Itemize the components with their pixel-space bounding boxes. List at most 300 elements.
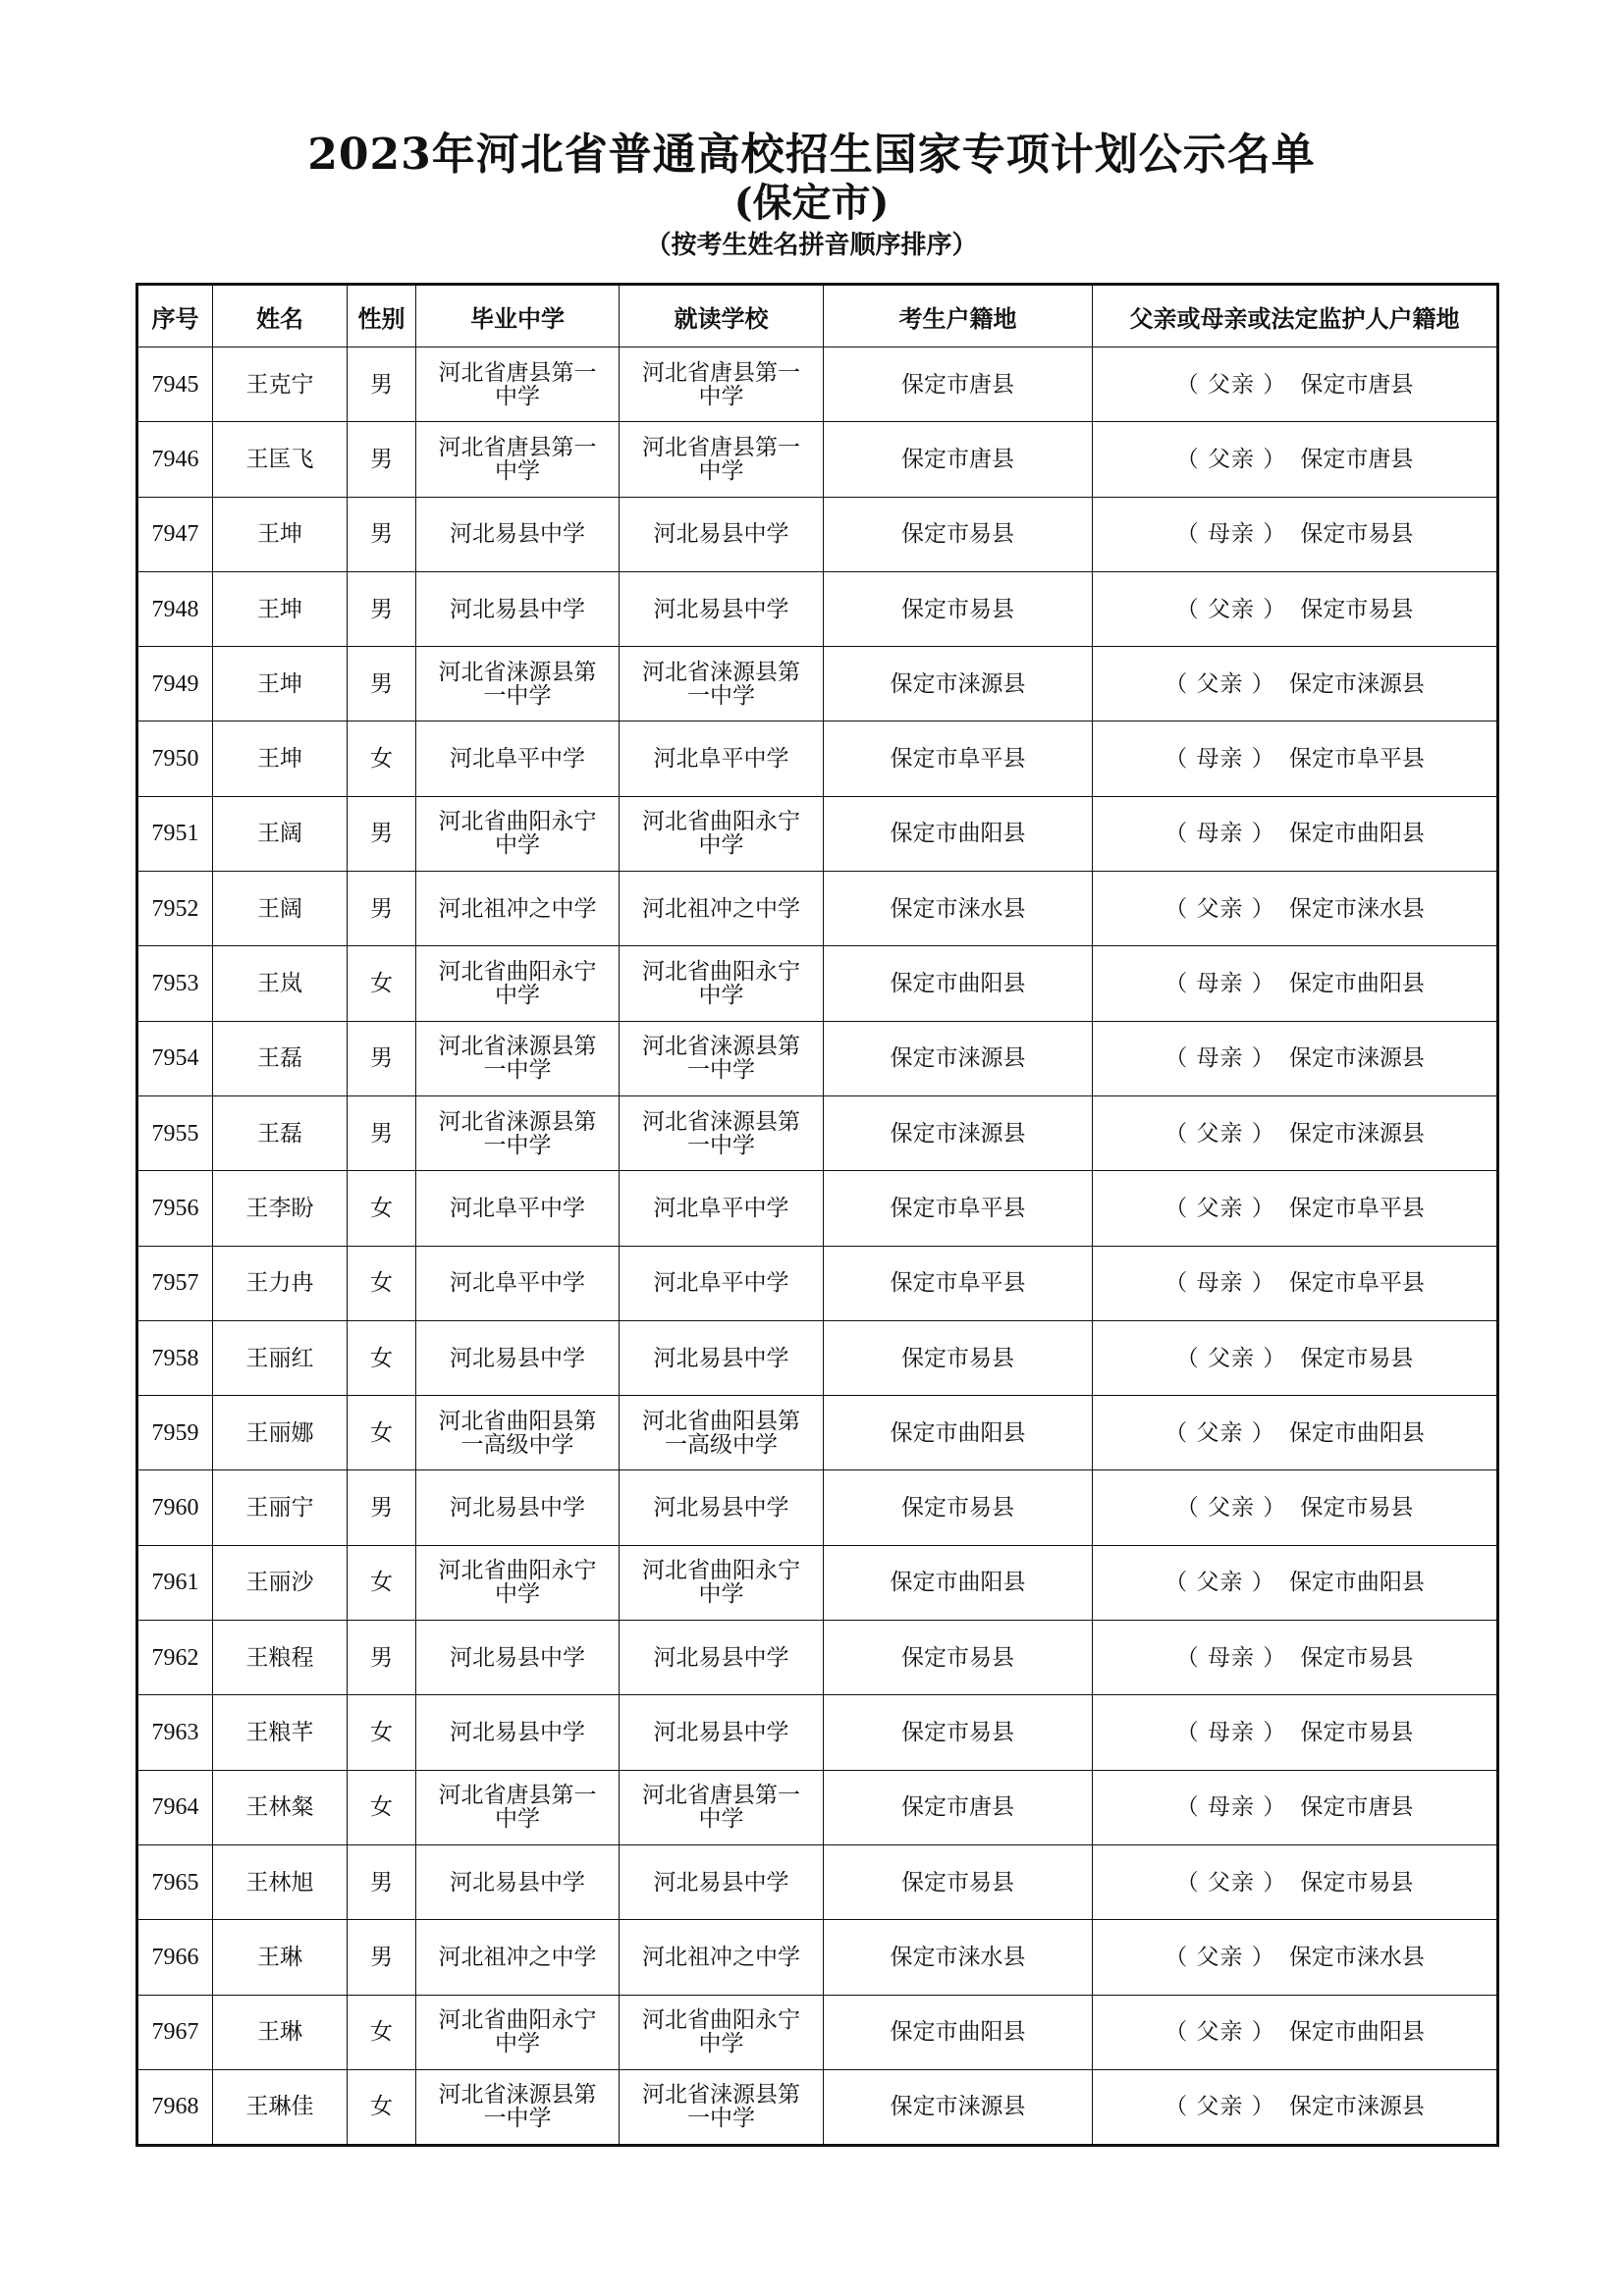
cell-no: 7962 xyxy=(137,1621,213,1695)
cell-gender: 女 xyxy=(348,1770,416,1844)
cell-grad-school-text: 河北省唐县第一中学 xyxy=(438,434,597,484)
column-header-name: 姓名 xyxy=(213,285,348,347)
cell-hukou: 保定市涞源县 xyxy=(824,1021,1093,1095)
cell-study-school xyxy=(620,872,824,946)
guardian-relation: （ 母亲 ） xyxy=(1164,1270,1275,1297)
cell-no: 7946 xyxy=(137,422,213,497)
cell-no: 7958 xyxy=(137,1320,213,1395)
document-header xyxy=(0,130,1623,263)
cell-grad-school-text: 河北阜平中学 xyxy=(450,1195,585,1221)
cell-study-school-text: 河北易县中学 xyxy=(653,1345,789,1371)
cell-hukou: 保定市唐县 xyxy=(824,422,1093,497)
cell-no: 7957 xyxy=(137,1246,213,1320)
cell-guardian-hukou xyxy=(1093,1396,1498,1470)
cell-grad-school-text: 河北省曲阳永宁中学 xyxy=(438,959,597,1009)
cell-grad-school-text: 河北省曲阳县第一高级中学 xyxy=(438,1408,597,1458)
roster-table-body xyxy=(137,347,1498,2146)
cell-study-school-text: 河北省唐县第一中学 xyxy=(642,359,800,409)
guardian-place: 保定市曲阳县 xyxy=(1288,1570,1425,1596)
cell-name: 王林粲 xyxy=(213,1770,348,1844)
cell-guardian-hukou xyxy=(1093,347,1498,422)
cell-no: 7949 xyxy=(137,647,213,721)
cell-name: 王磊 xyxy=(213,1021,348,1095)
cell-gender: 男 xyxy=(348,796,416,871)
cell-study-school xyxy=(620,1021,824,1095)
cell-gender: 女 xyxy=(348,2069,416,2145)
cell-gender: 男 xyxy=(348,872,416,946)
cell-grad-school xyxy=(416,1396,620,1470)
cell-study-school-text: 河北省涞源县第一中学 xyxy=(642,1108,800,1158)
cell-grad-school-text: 河北省曲阳永宁中学 xyxy=(438,1558,597,1608)
table-row xyxy=(137,1621,1498,1695)
table-row xyxy=(137,571,1498,646)
cell-study-school-text: 河北省涞源县第一中学 xyxy=(642,659,800,709)
cell-guardian-hukou xyxy=(1093,1770,1498,1844)
cell-gender: 女 xyxy=(348,1396,416,1470)
cell-no: 7956 xyxy=(137,1171,213,1246)
guardian-place: 保定市涞源县 xyxy=(1288,2094,1425,2120)
cell-study-school xyxy=(620,2069,824,2145)
cell-gender: 女 xyxy=(348,1320,416,1395)
cell-guardian-hukou xyxy=(1093,1920,1498,1995)
column-header-guardian-hukou: 父亲或母亲或法定监护人户籍地 xyxy=(1093,285,1498,347)
cell-study-school-text: 河北省唐县第一中学 xyxy=(642,434,800,484)
table-row xyxy=(137,1545,1498,1620)
cell-gender: 男 xyxy=(348,422,416,497)
table-row xyxy=(137,721,1498,796)
cell-study-school-text: 河北省曲阳县第一高级中学 xyxy=(642,1408,800,1458)
cell-hukou: 保定市易县 xyxy=(824,571,1093,646)
cell-name: 王力冉 xyxy=(213,1246,348,1320)
cell-no: 7961 xyxy=(137,1545,213,1620)
cell-grad-school-text: 河北省涞源县第一中学 xyxy=(438,1034,597,1084)
document-title: 2023年河北省普通高校招生国家专项计划公示名单 xyxy=(307,130,1316,180)
column-header-hukou: 考生户籍地 xyxy=(824,285,1093,347)
guardian-relation: （ 父亲 ） xyxy=(1164,1120,1275,1147)
guardian-place: 保定市唐县 xyxy=(1300,371,1414,398)
cell-guardian-hukou xyxy=(1093,497,1498,571)
cell-no: 7963 xyxy=(137,1695,213,1770)
cell-study-school-text: 河北阜平中学 xyxy=(653,1270,789,1297)
cell-study-school-text: 河北省曲阳永宁中学 xyxy=(642,1558,800,1608)
cell-study-school xyxy=(620,1396,824,1470)
cell-name: 王琳 xyxy=(213,1920,348,1995)
cell-gender: 女 xyxy=(348,1695,416,1770)
cell-grad-school-text: 河北祖冲之中学 xyxy=(438,1944,597,1970)
cell-guardian-hukou xyxy=(1093,1171,1498,1246)
cell-grad-school-text: 河北祖冲之中学 xyxy=(438,895,597,922)
sort-note: （按考生姓名拼音顺序排序） xyxy=(645,231,978,260)
cell-study-school-text: 河北易县中学 xyxy=(653,596,789,622)
cell-grad-school xyxy=(416,1545,620,1620)
guardian-place: 保定市曲阳县 xyxy=(1288,821,1425,847)
cell-grad-school-text: 河北省涞源县第一中学 xyxy=(438,659,597,709)
cell-study-school-text: 河北祖冲之中学 xyxy=(642,895,800,922)
cell-grad-school-text: 河北易县中学 xyxy=(450,1644,585,1671)
cell-study-school xyxy=(620,721,824,796)
cell-name: 王匡飞 xyxy=(213,422,348,497)
cell-name: 王李盼 xyxy=(213,1171,348,1246)
cell-hukou: 保定市易县 xyxy=(824,1695,1093,1770)
cell-no: 7959 xyxy=(137,1396,213,1470)
guardian-place: 保定市阜平县 xyxy=(1288,746,1425,773)
cell-study-school xyxy=(620,1621,824,1695)
cell-gender: 男 xyxy=(348,1621,416,1695)
cell-hukou: 保定市阜平县 xyxy=(824,1246,1093,1320)
cell-hukou: 保定市易县 xyxy=(824,1470,1093,1545)
cell-hukou: 保定市涞源县 xyxy=(824,2069,1093,2145)
guardian-relation: （ 父亲 ） xyxy=(1175,1869,1287,1896)
cell-name: 王坤 xyxy=(213,721,348,796)
cell-hukou: 保定市曲阳县 xyxy=(824,796,1093,871)
cell-study-school xyxy=(620,1770,824,1844)
cell-hukou: 保定市阜平县 xyxy=(824,721,1093,796)
cell-grad-school xyxy=(416,1171,620,1246)
cell-gender: 女 xyxy=(348,1246,416,1320)
cell-grad-school xyxy=(416,721,620,796)
cell-study-school-text: 河北祖冲之中学 xyxy=(642,1944,800,1970)
guardian-relation: （ 父亲 ） xyxy=(1164,1419,1275,1446)
guardian-place: 保定市唐县 xyxy=(1300,1794,1414,1821)
cell-gender: 男 xyxy=(348,1920,416,1995)
table-row xyxy=(137,1021,1498,1095)
cell-no: 7948 xyxy=(137,571,213,646)
cell-grad-school xyxy=(416,1695,620,1770)
cell-grad-school xyxy=(416,1621,620,1695)
cell-grad-school-text: 河北省涞源县第一中学 xyxy=(438,1108,597,1158)
cell-hukou: 保定市唐县 xyxy=(824,1770,1093,1844)
cell-study-school-text: 河北易县中学 xyxy=(653,521,789,548)
cell-no: 7952 xyxy=(137,872,213,946)
document-city: (保定市) xyxy=(733,180,890,226)
guardian-relation: （ 父亲 ） xyxy=(1164,2019,1275,2046)
cell-study-school xyxy=(620,422,824,497)
cell-name: 王琳佳 xyxy=(213,2069,348,2145)
cell-gender: 男 xyxy=(348,571,416,646)
cell-study-school xyxy=(620,1844,824,1919)
guardian-relation: （ 父亲 ） xyxy=(1164,1944,1275,1970)
cell-guardian-hukou xyxy=(1093,1470,1498,1545)
cell-study-school xyxy=(620,946,824,1021)
table-row xyxy=(137,1770,1498,1844)
guardian-place: 保定市易县 xyxy=(1300,521,1414,548)
guardian-relation: （ 父亲 ） xyxy=(1164,2094,1275,2120)
cell-study-school xyxy=(620,1695,824,1770)
cell-name: 王阔 xyxy=(213,796,348,871)
guardian-relation: （ 父亲 ） xyxy=(1164,895,1275,922)
cell-study-school xyxy=(620,1246,824,1320)
cell-study-school xyxy=(620,1095,824,1170)
cell-gender: 男 xyxy=(348,1470,416,1545)
cell-grad-school-text: 河北易县中学 xyxy=(450,1345,585,1371)
cell-grad-school-text: 河北易县中学 xyxy=(450,1495,585,1522)
cell-name: 王琳 xyxy=(213,1995,348,2069)
cell-study-school xyxy=(620,796,824,871)
cell-no: 7955 xyxy=(137,1095,213,1170)
cell-guardian-hukou xyxy=(1093,1246,1498,1320)
cell-grad-school xyxy=(416,1470,620,1545)
cell-no: 7964 xyxy=(137,1770,213,1844)
guardian-relation: （ 父亲 ） xyxy=(1175,1495,1287,1522)
cell-grad-school xyxy=(416,571,620,646)
cell-guardian-hukou xyxy=(1093,796,1498,871)
cell-study-school xyxy=(620,1920,824,1995)
cell-guardian-hukou xyxy=(1093,721,1498,796)
cell-study-school-text: 河北易县中学 xyxy=(653,1869,789,1896)
guardian-relation: （ 母亲 ） xyxy=(1164,971,1275,997)
guardian-place: 保定市曲阳县 xyxy=(1288,1419,1425,1446)
cell-study-school-text: 河北省涞源县第一中学 xyxy=(642,2082,800,2132)
cell-study-school xyxy=(620,347,824,422)
cell-grad-school-text: 河北省曲阳永宁中学 xyxy=(438,2007,597,2057)
guardian-place: 保定市曲阳县 xyxy=(1288,971,1425,997)
guardian-relation: （ 母亲 ） xyxy=(1164,1045,1275,1072)
cell-hukou: 保定市易县 xyxy=(824,1844,1093,1919)
cell-grad-school-text: 河北阜平中学 xyxy=(450,1270,585,1297)
cell-guardian-hukou xyxy=(1093,2069,1498,2145)
cell-guardian-hukou xyxy=(1093,872,1498,946)
guardian-relation: （ 母亲 ） xyxy=(1175,1644,1287,1671)
cell-name: 王林旭 xyxy=(213,1844,348,1919)
cell-no: 7947 xyxy=(137,497,213,571)
cell-name: 王岚 xyxy=(213,946,348,1021)
cell-no: 7953 xyxy=(137,946,213,1021)
cell-study-school xyxy=(620,1171,824,1246)
table-row xyxy=(137,946,1498,1021)
guardian-relation: （ 母亲 ） xyxy=(1175,1794,1287,1821)
cell-hukou: 保定市涞源县 xyxy=(824,647,1093,721)
cell-name: 王丽红 xyxy=(213,1320,348,1395)
cell-no: 7965 xyxy=(137,1844,213,1919)
cell-gender: 女 xyxy=(348,946,416,1021)
cell-study-school-text: 河北易县中学 xyxy=(653,1719,789,1745)
cell-gender: 男 xyxy=(348,497,416,571)
cell-study-school xyxy=(620,647,824,721)
guardian-place: 保定市易县 xyxy=(1300,1644,1414,1671)
guardian-relation: （ 父亲 ） xyxy=(1164,1570,1275,1596)
cell-no: 7951 xyxy=(137,796,213,871)
guardian-relation: （ 父亲 ） xyxy=(1164,1195,1275,1221)
guardian-place: 保定市易县 xyxy=(1300,596,1414,622)
cell-name: 王粮芊 xyxy=(213,1695,348,1770)
cell-no: 7945 xyxy=(137,347,213,422)
table-header-row xyxy=(137,285,1498,347)
table-row xyxy=(137,796,1498,871)
cell-hukou: 保定市涞水县 xyxy=(824,1920,1093,1995)
cell-no: 7960 xyxy=(137,1470,213,1545)
cell-guardian-hukou xyxy=(1093,1621,1498,1695)
cell-grad-school xyxy=(416,1920,620,1995)
table-row xyxy=(137,1171,1498,1246)
cell-grad-school-text: 河北易县中学 xyxy=(450,1869,585,1896)
cell-guardian-hukou xyxy=(1093,1021,1498,1095)
cell-gender: 男 xyxy=(348,647,416,721)
guardian-place: 保定市涞源县 xyxy=(1288,1120,1425,1147)
cell-hukou: 保定市易县 xyxy=(824,1621,1093,1695)
cell-study-school-text: 河北省曲阳永宁中学 xyxy=(642,2007,800,2057)
table-row xyxy=(137,1246,1498,1320)
cell-name: 王丽沙 xyxy=(213,1545,348,1620)
table-row xyxy=(137,497,1498,571)
cell-no: 7954 xyxy=(137,1021,213,1095)
table-row xyxy=(137,1844,1498,1919)
cell-grad-school-text: 河北省唐县第一中学 xyxy=(438,359,597,409)
cell-gender: 男 xyxy=(348,1095,416,1170)
column-header-grad-school: 毕业中学 xyxy=(416,285,620,347)
guardian-place: 保定市曲阳县 xyxy=(1288,2019,1425,2046)
cell-gender: 男 xyxy=(348,347,416,422)
cell-name: 王克宁 xyxy=(213,347,348,422)
cell-name: 王坤 xyxy=(213,571,348,646)
cell-grad-school xyxy=(416,1095,620,1170)
cell-guardian-hukou xyxy=(1093,1695,1498,1770)
cell-grad-school xyxy=(416,946,620,1021)
cell-gender: 女 xyxy=(348,1171,416,1246)
cell-grad-school xyxy=(416,1770,620,1844)
cell-guardian-hukou xyxy=(1093,1095,1498,1170)
cell-no: 7967 xyxy=(137,1995,213,2069)
cell-hukou: 保定市涞水县 xyxy=(824,872,1093,946)
guardian-place: 保定市涞源县 xyxy=(1288,670,1425,697)
cell-guardian-hukou xyxy=(1093,647,1498,721)
guardian-relation: （ 母亲 ） xyxy=(1164,821,1275,847)
cell-hukou: 保定市曲阳县 xyxy=(824,1995,1093,2069)
cell-grad-school xyxy=(416,1246,620,1320)
cell-study-school-text: 河北易县中学 xyxy=(653,1495,789,1522)
cell-grad-school xyxy=(416,2069,620,2145)
cell-study-school-text: 河北省涞源县第一中学 xyxy=(642,1034,800,1084)
cell-hukou: 保定市涞源县 xyxy=(824,1095,1093,1170)
cell-guardian-hukou xyxy=(1093,1320,1498,1395)
cell-grad-school xyxy=(416,422,620,497)
cell-guardian-hukou xyxy=(1093,1995,1498,2069)
guardian-place: 保定市涞源县 xyxy=(1288,1045,1425,1072)
table-row xyxy=(137,1095,1498,1170)
table-row xyxy=(137,1995,1498,2069)
cell-grad-school xyxy=(416,1995,620,2069)
cell-study-school xyxy=(620,1545,824,1620)
cell-study-school xyxy=(620,497,824,571)
cell-name: 王丽娜 xyxy=(213,1396,348,1470)
cell-name: 王坤 xyxy=(213,497,348,571)
cell-no: 7966 xyxy=(137,1920,213,1995)
cell-name: 王阔 xyxy=(213,872,348,946)
cell-grad-school-text: 河北阜平中学 xyxy=(450,746,585,773)
cell-grad-school-text: 河北省涞源县第一中学 xyxy=(438,2082,597,2132)
table-row xyxy=(137,347,1498,422)
cell-no: 7968 xyxy=(137,2069,213,2145)
guardian-relation: （ 父亲 ） xyxy=(1175,1345,1287,1371)
guardian-relation: （ 母亲 ） xyxy=(1175,521,1287,548)
cell-grad-school-text: 河北易县中学 xyxy=(450,596,585,622)
table-row xyxy=(137,422,1498,497)
cell-gender: 女 xyxy=(348,1995,416,2069)
table-row xyxy=(137,1396,1498,1470)
cell-grad-school xyxy=(416,647,620,721)
cell-name: 王丽宁 xyxy=(213,1470,348,1545)
guardian-relation: （ 父亲 ） xyxy=(1175,371,1287,398)
guardian-place: 保定市易县 xyxy=(1300,1869,1414,1896)
guardian-relation: （ 父亲 ） xyxy=(1175,446,1287,472)
table-row xyxy=(137,1920,1498,1995)
guardian-place: 保定市唐县 xyxy=(1300,446,1414,472)
cell-name: 王坤 xyxy=(213,647,348,721)
guardian-place: 保定市易县 xyxy=(1300,1345,1414,1371)
column-header-study-school: 就读学校 xyxy=(620,285,824,347)
cell-grad-school xyxy=(416,1844,620,1919)
column-header-no: 序号 xyxy=(137,285,213,347)
cell-name: 王磊 xyxy=(213,1095,348,1170)
guardian-place: 保定市涞水县 xyxy=(1288,895,1425,922)
cell-study-school-text: 河北省曲阳永宁中学 xyxy=(642,959,800,1009)
cell-hukou: 保定市阜平县 xyxy=(824,1171,1093,1246)
guardian-place: 保定市易县 xyxy=(1300,1495,1414,1522)
cell-grad-school xyxy=(416,796,620,871)
cell-study-school-text: 河北易县中学 xyxy=(653,1644,789,1671)
cell-guardian-hukou xyxy=(1093,1844,1498,1919)
cell-study-school-text: 河北省唐县第一中学 xyxy=(642,1783,800,1833)
cell-study-school xyxy=(620,1320,824,1395)
cell-hukou: 保定市唐县 xyxy=(824,347,1093,422)
table-row xyxy=(137,1695,1498,1770)
cell-guardian-hukou xyxy=(1093,571,1498,646)
guardian-place: 保定市涞水县 xyxy=(1288,1944,1425,1970)
cell-hukou: 保定市曲阳县 xyxy=(824,1545,1093,1620)
cell-gender: 女 xyxy=(348,1545,416,1620)
cell-no: 7950 xyxy=(137,721,213,796)
cell-study-school-text: 河北阜平中学 xyxy=(653,746,789,773)
guardian-relation: （ 母亲 ） xyxy=(1175,1719,1287,1745)
cell-hukou: 保定市易县 xyxy=(824,497,1093,571)
roster-table xyxy=(135,283,1499,2147)
cell-gender: 男 xyxy=(348,1021,416,1095)
cell-grad-school xyxy=(416,872,620,946)
cell-grad-school xyxy=(416,1021,620,1095)
cell-study-school-text: 河北省曲阳永宁中学 xyxy=(642,809,800,859)
guardian-relation: （ 母亲 ） xyxy=(1164,746,1275,773)
cell-hukou: 保定市曲阳县 xyxy=(824,1396,1093,1470)
cell-grad-school-text: 河北易县中学 xyxy=(450,1719,585,1745)
table-row xyxy=(137,2069,1498,2145)
guardian-place: 保定市易县 xyxy=(1300,1719,1414,1745)
table-row xyxy=(137,1320,1498,1395)
cell-grad-school xyxy=(416,1320,620,1395)
cell-guardian-hukou xyxy=(1093,946,1498,1021)
column-header-gender: 性别 xyxy=(348,285,416,347)
cell-grad-school xyxy=(416,497,620,571)
guardian-relation: （ 父亲 ） xyxy=(1164,670,1275,697)
cell-grad-school-text: 河北省唐县第一中学 xyxy=(438,1783,597,1833)
cell-name: 王粮程 xyxy=(213,1621,348,1695)
cell-hukou: 保定市曲阳县 xyxy=(824,946,1093,1021)
cell-guardian-hukou xyxy=(1093,422,1498,497)
guardian-place: 保定市阜平县 xyxy=(1288,1195,1425,1221)
guardian-relation: （ 父亲 ） xyxy=(1175,596,1287,622)
cell-study-school xyxy=(620,1995,824,2069)
cell-gender: 男 xyxy=(348,1844,416,1919)
cell-grad-school xyxy=(416,347,620,422)
cell-gender: 女 xyxy=(348,721,416,796)
cell-study-school xyxy=(620,571,824,646)
cell-hukou: 保定市易县 xyxy=(824,1320,1093,1395)
cell-grad-school-text: 河北省曲阳永宁中学 xyxy=(438,809,597,859)
table-row xyxy=(137,872,1498,946)
guardian-place: 保定市阜平县 xyxy=(1288,1270,1425,1297)
table-row xyxy=(137,647,1498,721)
cell-grad-school-text: 河北易县中学 xyxy=(450,521,585,548)
cell-study-school xyxy=(620,1470,824,1545)
table-row xyxy=(137,1470,1498,1545)
